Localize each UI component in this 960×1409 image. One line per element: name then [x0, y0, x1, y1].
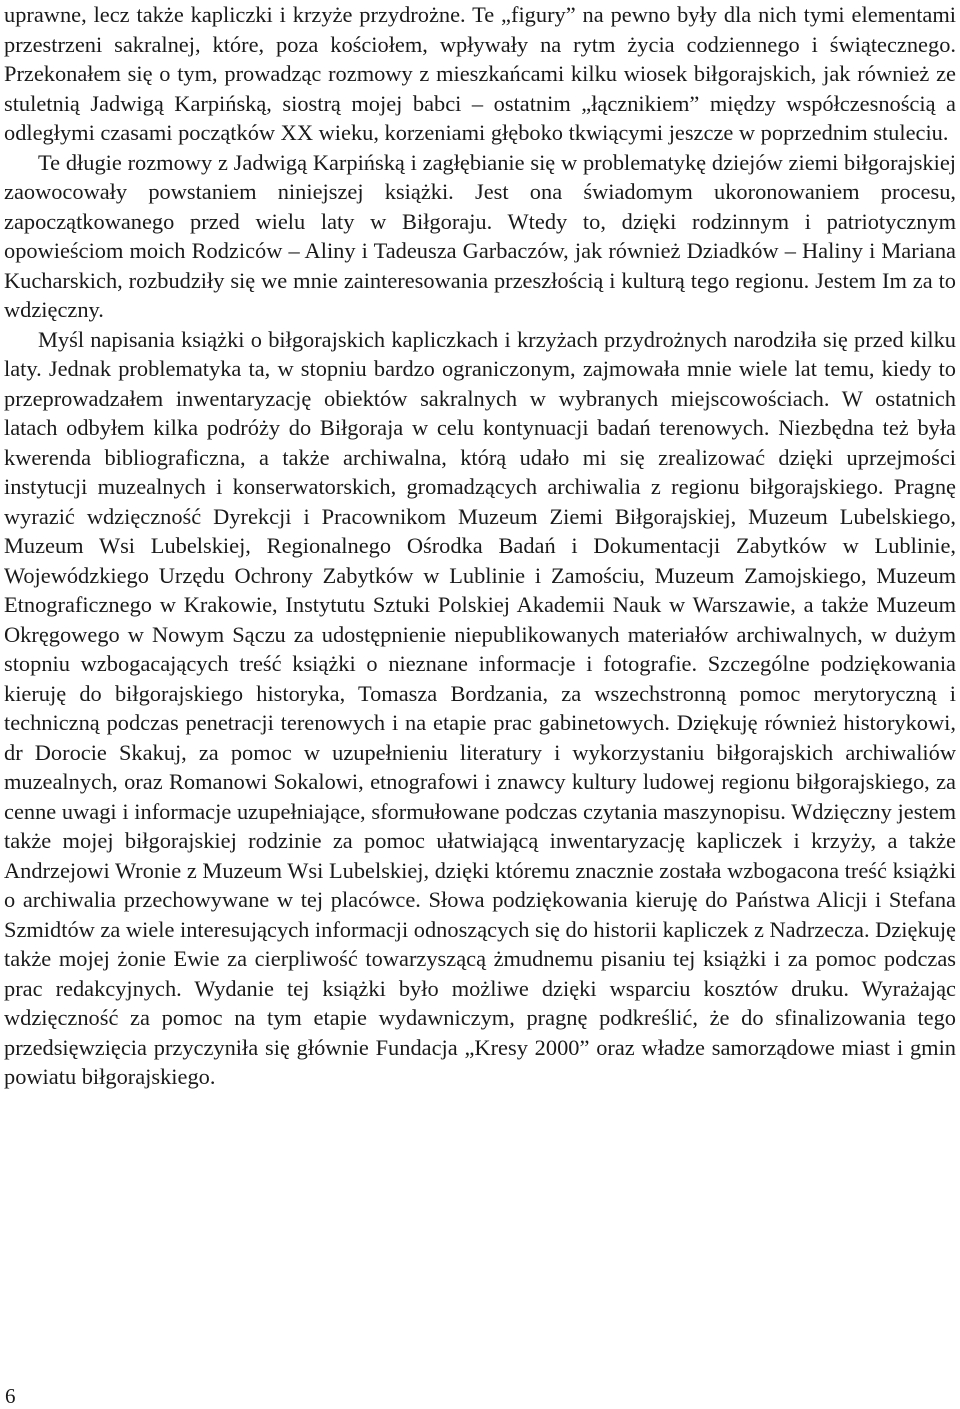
page-number: 6	[5, 1384, 16, 1408]
paragraph-conversations: Te długie rozmowy z Jadwigą Karpińską i zagłębianie się w problematykę dziejów ziemi biłgorajskiej zaowocowały powstaniem niniejszej książki. Jest ona świadomym ukoronowaniem procesu, zapoczątkowanego przed wielu laty w Biłgoraju. Wtedy to, dzięki rodzinnym i patriotycznym opowieściom moich Rodziców – Aliny i Tadeusza Garbaczów, jak również Dziadków – Haliny i Mariana Kucharskich, rozbudziły się we mnie zainteresowania przeszłością i kulturą tego regionu. Jestem Im za to wdzięczny.	[4, 149, 956, 322]
paragraph-continuation: uprawne, lecz także kapliczki i krzyże przydrożne. Te „figury” na pewno były dla nich tymi elementami przestrzeni sakralnej, które, poza kościołem, wpływały na rytm życia codziennego i świątecznego. Przekonałem się o tym, prowadząc rozmowy z mieszkańcami kilku wiosek biłgorajskich, jak również ze stuletnią Jadwigą Karpińską, siostrą mojej babci – ostatnim „łącznikiem” między współczesnością a odległymi czasami początków XX wieku, korzeniami głęboko tkwiącymi jeszcze w poprzednim stuleciu.	[4, 2, 956, 145]
page-body	[4, 0, 956, 1092]
paragraph-acknowledgements: Myśl napisania książki o biłgorajskich kapliczkach i krzyżach przydrożnych narodziła się przed kilku laty. Jednak problematyka ta, w stopniu bardzo ograniczonym, zajmowała mnie wiele lat temu, kiedy to przeprowadzałem inwentaryzację obiektów sakralnych w wybranych miejscowościach. W ostatnich latach odbyłem kilka podróży do Biłgoraja w celu kontynuacji badań terenowych. Niezbędna też była kwerenda bibliograficzna, a także archiwalna, którą udało mi się zrealizować dzięki uprzejmości instytucji muzealnych i konserwatorskich, gromadzących archiwalia z regionu biłgorajskiego. Pragnę wyrazić wdzięczność Dyrekcji i Pracownikom Muzeum Ziemi Biłgorajskiej, Muzeum Lubelskiego, Muzeum Wsi Lubelskiej, Regionalnego Ośrodka Badań i Dokumentacji Zabytków w Lublinie, Wojewódzkiego Urzędu Ochrony Zabytków w Lublinie i Zamościu, Muzeum Zamojskiego, Muzeum Etnograficznego w Krakowie, Instytutu Sztuki Polskiej Akademii Nauk w Warszawie, a także Muzeum Okręgowego w Nowym Sączu za udostępnienie niepublikowanych materiałów archiwalnych, w dużym stopniu wzbogacających treść książki o nieznane informacje i fotografie. Szczególne podziękowania kieruję do biłgorajskiego historyka, Tomasza Bordzania, za wszechstronną pomoc merytoryczną i techniczną podczas penetracji terenowych i na etapie prac gabinetowych. Dziękuję również historykowi, dr Dorocie Skakuj, za pomoc w uzupełnieniu literatury i wykorzystaniu biłgorajskich archiwaliów muzealnych, oraz Romanowi Sokalowi, etnografowi i znawcy kultury ludowej regionu biłgorajskiego, za cenne uwagi i informacje uzupełniające, sformułowane podczas czytania maszynopisu. Wdzięczny jestem także mojej biłgorajskiej rodzinie za pomoc ułatwiającą inwentaryzację kapliczek i krzyży, a także Andrzejowi Wronie z Muzeum Wsi Lubelskiej, dzięki któremu znacznie została wzbogacona treść książki o archiwalia przechowywane w tej placówce. Słowa podziękowania kieruję do Państwa Alicji i Stefana Szmidtów za wiele interesujących informacji odnoszących się do historii kapliczek z Nadrzecza. Dziękuję także mojej żonie Ewie za cierpliwość towarzyszącą żmudnemu pisaniu tej książki i za pomoc podczas prac redakcyjnych. Wydanie tej książki było możliwe dzięki wsparciu kosztów druku. Wyrażając wdzięczność za pomoc na tym etapie wydawniczym, pragnę podkreślić, że do sfinalizowania tego przedsięwzięcia przyczyniła się głównie Fundacja „Kresy 2000” oraz władze samorządowe miast i gmin powiatu biłgorajskiego.	[4, 326, 956, 1089]
